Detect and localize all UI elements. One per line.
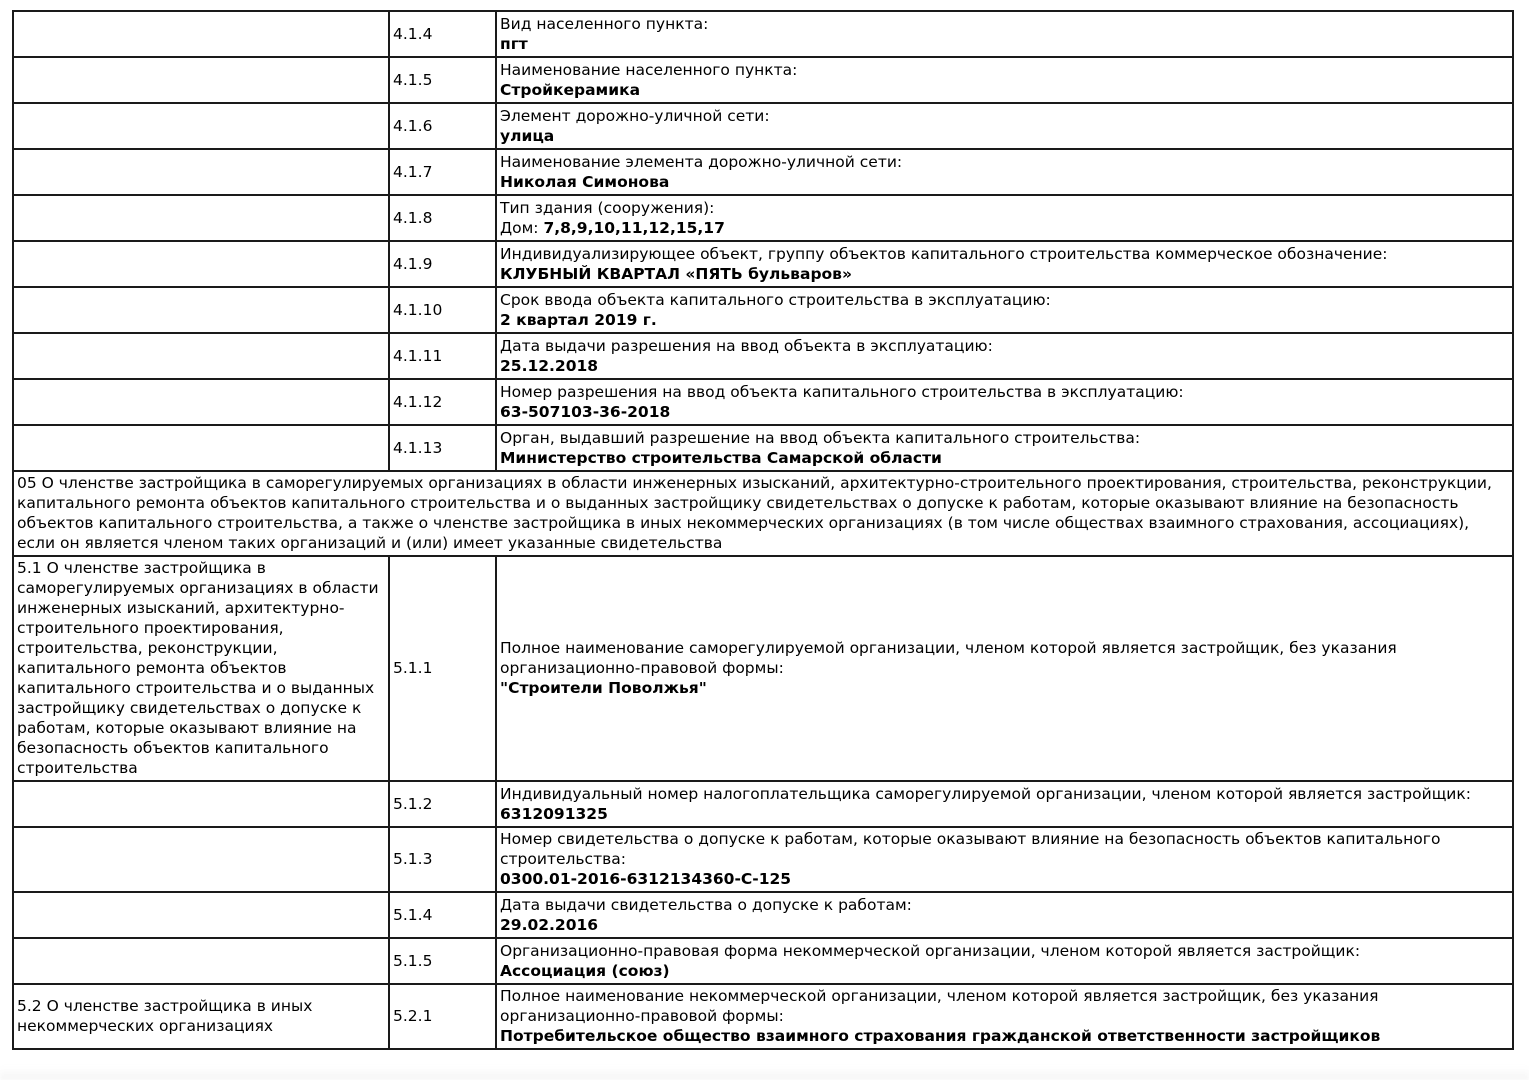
table-row — [13, 827, 1513, 892]
field-value — [500, 869, 1508, 889]
row-left-empty-cell — [13, 287, 389, 333]
row-content-cell — [496, 11, 1513, 57]
row-number: 4.1.4 — [389, 11, 496, 57]
field-value — [500, 126, 1508, 146]
table-row — [13, 103, 1513, 149]
row-number: 5.1.4 — [389, 892, 496, 938]
field-value — [500, 356, 1508, 376]
row-left-empty-cell — [13, 379, 389, 425]
field-value-text: 2 квартал 2019 г. — [500, 310, 657, 329]
field-label: Номер разрешения на ввод объекта капитального строительства в эксплуатацию: — [500, 382, 1184, 401]
field-value-prefix: Дом: — [500, 218, 544, 237]
row-number: 4.1.7 — [389, 149, 496, 195]
field-value-text: "Строители Поволжья" — [500, 679, 707, 697]
field-value — [500, 80, 1508, 100]
row-number: 4.1.11 — [389, 333, 496, 379]
row-content-cell — [496, 379, 1513, 425]
field-label: Номер свидетельства о допуске к работам, которые оказывают влияние на безопасность объектов капитального строительства: — [500, 830, 1441, 868]
row-content-cell — [496, 241, 1513, 287]
table-row — [13, 938, 1513, 984]
field-label: Наименование элемента дорожно-уличной сети: — [500, 152, 903, 171]
row-left-empty-cell — [13, 195, 389, 241]
field-value — [500, 264, 1508, 284]
row-content-cell — [496, 103, 1513, 149]
row-number: 5.1.3 — [389, 827, 496, 892]
row-content-cell — [496, 57, 1513, 103]
row-left-empty-cell — [13, 827, 389, 892]
table-row — [13, 287, 1513, 333]
declaration-table — [12, 10, 1514, 1050]
row-number: 5.1.1 — [389, 556, 496, 781]
row-number: 5.1.5 — [389, 938, 496, 984]
field-value-text: Стройкерамика — [500, 80, 641, 99]
row-left-empty-cell — [13, 103, 389, 149]
field-value-text: 63-507103-36-2018 — [500, 402, 671, 421]
field-value — [500, 34, 1508, 54]
field-value — [500, 402, 1508, 422]
row-content-cell — [496, 781, 1513, 827]
row-content-cell — [496, 827, 1513, 892]
field-value — [500, 915, 1508, 935]
table-row — [13, 781, 1513, 827]
table-row — [13, 195, 1513, 241]
field-value-text: улица — [500, 126, 555, 145]
field-value-text: Министерство строительства Самарской области — [500, 448, 942, 467]
field-label: Организационно-правовая форма некоммерческой организации, членом которой является застройщик: — [500, 941, 1361, 960]
row-left-empty-cell — [13, 333, 389, 379]
row-number: 4.1.6 — [389, 103, 496, 149]
row-content-cell — [496, 938, 1513, 984]
field-label: Элемент дорожно-уличной сети: — [500, 106, 770, 125]
row-number: 4.1.13 — [389, 425, 496, 471]
row-left-empty-cell — [13, 425, 389, 471]
field-value — [500, 172, 1508, 192]
row-content-cell — [496, 287, 1513, 333]
field-label: Тип здания (сооружения): — [500, 198, 715, 217]
field-value-text: 6312091325 — [500, 804, 608, 823]
field-label: Индивидуальный номер налогоплательщика саморегулируемой организации, членом которой является застройщик: — [500, 784, 1471, 803]
field-value — [500, 448, 1508, 468]
field-value-text: пгт — [500, 34, 528, 53]
row-left-empty-cell — [13, 149, 389, 195]
table-row — [13, 57, 1513, 103]
table-row — [13, 379, 1513, 425]
section-header-text: 05 О членстве застройщика в саморегулируемых организациях в области инженерных изысканий, архитектурно-строительного проектирования, строительства, реконструкции, капитального ремонта объектов капитального строительства и о выданных застройщику свидетельствах о допуске к работам, которые оказывают влияние на безопасность объектов капитального строительства, а также о членстве застройщика в иных некоммерческих организациях (в том числе обществах взаимного страхования, ассоциациях), если он является членом таких организаций и (или) имеет указанные свидетельства — [13, 471, 1513, 556]
row-number: 4.1.10 — [389, 287, 496, 333]
row-number: 5.1.2 — [389, 781, 496, 827]
row-left-empty-cell — [13, 892, 389, 938]
table-row — [13, 425, 1513, 471]
row-group-description: 5.2 О членстве застройщика в иных некоммерческих организациях — [13, 984, 389, 1049]
table-row — [13, 241, 1513, 287]
field-value — [500, 218, 1508, 238]
row-content-cell — [496, 892, 1513, 938]
row-left-empty-cell — [13, 241, 389, 287]
field-value — [500, 310, 1508, 330]
row-left-empty-cell — [13, 11, 389, 57]
field-value — [500, 678, 1508, 698]
row-left-empty-cell — [13, 938, 389, 984]
row-content-cell — [496, 149, 1513, 195]
field-label: Срок ввода объекта капитального строительства в эксплуатацию: — [500, 290, 1051, 309]
field-value-text: 0300.01-2016-6312134360-С-125 — [500, 870, 792, 888]
table-row — [13, 333, 1513, 379]
field-label: Полное наименование некоммерческой организации, членом которой является застройщик, без указания организационно-правовой формы: — [500, 987, 1379, 1025]
row-content-cell — [496, 195, 1513, 241]
field-value-text: 29.02.2016 — [500, 915, 599, 934]
field-value — [500, 804, 1508, 824]
row-number: 4.1.9 — [389, 241, 496, 287]
declaration-table-body — [13, 11, 1513, 1049]
table-row — [13, 149, 1513, 195]
table-row — [13, 892, 1513, 938]
field-label: Наименование населенного пункта: — [500, 60, 798, 79]
field-label: Вид населенного пункта: — [500, 14, 709, 33]
field-value — [500, 961, 1508, 981]
row-group-description: 5.1 О членстве застройщика в саморегулируемых организациях в области инженерных изысканий, архитектурно-строительного проектирования, строительства, реконструкции, капитального ремонта объектов капитального строительства и о выданных застройщику свидетельствах о допуске к работам, которые оказывают влияние на безопасность объектов капитального строительства — [13, 556, 389, 781]
field-value-text: 25.12.2018 — [500, 356, 599, 375]
field-label: Дата выдачи разрешения на ввод объекта в эксплуатацию: — [500, 336, 993, 355]
field-label: Индивидуализирующее объект, группу объектов капитального строительства коммерческое обозначение: — [500, 244, 1388, 263]
table-row — [13, 984, 1513, 1049]
field-value — [500, 1026, 1508, 1046]
row-number: 4.1.5 — [389, 57, 496, 103]
table-row — [13, 556, 1513, 781]
row-content-cell — [496, 333, 1513, 379]
field-value-text: Николая Симонова — [500, 172, 670, 191]
section-header-row — [13, 471, 1513, 556]
row-content-cell — [496, 556, 1513, 781]
field-value-text: 7,8,9,10,11,12,15,17 — [543, 218, 725, 237]
field-value-text: Ассоциация (союз) — [500, 961, 670, 980]
row-content-cell — [496, 425, 1513, 471]
field-label: Орган, выдавший разрешение на ввод объекта капитального строительства: — [500, 428, 1141, 447]
row-content-cell — [496, 984, 1513, 1049]
row-left-empty-cell — [13, 781, 389, 827]
field-value-text: Потребительское общество взаимного страхования гражданской ответственности застройщиков — [500, 1027, 1381, 1045]
field-value-text: КЛУБНЫЙ КВАРТАЛ «ПЯТЬ бульваров» — [500, 264, 853, 283]
row-number: 4.1.12 — [389, 379, 496, 425]
field-label: Дата выдачи свидетельства о допуске к работам: — [500, 895, 912, 914]
page-bottom-scan-artifact — [0, 1066, 1529, 1080]
row-left-empty-cell — [13, 57, 389, 103]
row-number: 5.2.1 — [389, 984, 496, 1049]
table-row — [13, 11, 1513, 57]
row-number: 4.1.8 — [389, 195, 496, 241]
field-label: Полное наименование саморегулируемой организации, членом которой является застройщик, без указания организационно-правовой формы: — [500, 639, 1397, 677]
